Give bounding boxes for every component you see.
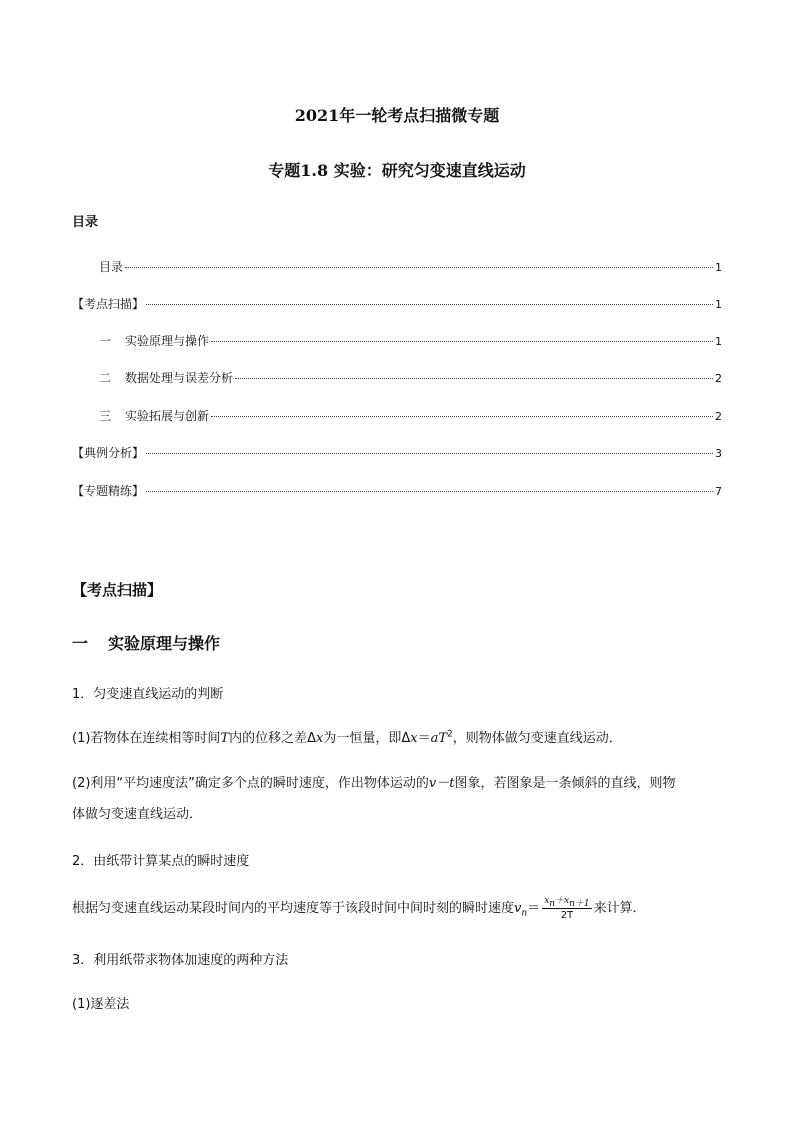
velocity-fraction: $\frac{x_n+x_{n+1}}{2T}$ [544,896,590,921]
toc-item-section-1[interactable] [99,333,722,350]
item-heading-3: 3．利用纸带求物体加速度的两种方法 [72,953,289,968]
toc-item-label: 目录 [99,260,124,274]
toc-page-number: 1 [715,335,722,348]
toc-item-contents[interactable] [99,259,722,276]
toc-leader-dots [146,491,713,492]
toc-item-jinglian[interactable] [72,483,722,500]
paragraph-2-1: 根据匀变速直线运动某段时间内的平均速度等于该段时间中间时刻的瞬时速度$v_n=$ $\frac{x_n+x_{n+1}}{2T}$ 来计算． [72,896,646,921]
toc-item-label: 一 实验原理与操作 [99,334,210,348]
item-heading-1: 1．匀变速直线运动的判断 [72,687,224,702]
toc-item-label: 二 数据处理与误差分析 [99,371,234,385]
document-subtitle: 专题1.8 实验：研究匀变速直线运动 [268,161,526,180]
toc-leader-dots [211,341,713,342]
document-title: 2021年一轮考点扫描微专题 [294,106,500,125]
section-number: 一 [72,634,89,653]
toc-page-number: 7 [715,485,722,498]
section-heading [72,633,220,655]
toc-page-number: 2 [715,410,722,423]
section-title: 实验原理与操作 [108,634,221,653]
toc-item-section-2[interactable] [99,370,722,387]
toc-page-number: 2 [715,372,722,385]
toc-leader-dots [235,378,713,379]
toc-item-number: 三 [99,409,112,423]
toc-item-number: 二 [99,371,112,385]
toc-leader-dots [125,267,713,268]
toc-item-label: 【典例分析】 [72,446,145,460]
toc-item-label: 【考点扫描】 [72,297,145,311]
toc-page-number: 1 [715,298,722,311]
toc-page-number: 1 [715,261,722,274]
item-heading-2: 2．由纸带计算某点的瞬时速度 [72,854,250,869]
toc-page-number: 3 [715,447,722,460]
toc-item-kaodian[interactable] [72,296,722,313]
subheading-3-1: (1)逐差法 [72,997,130,1012]
toc-item-dianli[interactable] [72,445,722,462]
toc-heading: 目录 [72,215,99,230]
toc-item-label: 【专题精练】 [72,484,145,498]
toc-item-label: 三 实验拓展与创新 [99,409,210,423]
toc-leader-dots [146,453,713,454]
toc-leader-dots [211,416,713,417]
paragraph-1-2: (2)利用“平均速度法”确定多个点的瞬时速度，作出物体运动的v－t图象，若图象是一条倾斜的直线，则物 体做匀变速直线运动． [72,776,676,822]
toc-item-number: 一 [99,334,112,348]
paragraph-1-1: (1)若物体在连续相等时间T内的位移之差Δx为一恒量，即$\Delta x=aT^2$，则物体做匀变速直线运动． [72,729,622,746]
toc-item-section-3[interactable] [99,408,722,425]
toc-leader-dots [146,304,713,305]
section-label: 【考点扫描】 [72,581,163,599]
